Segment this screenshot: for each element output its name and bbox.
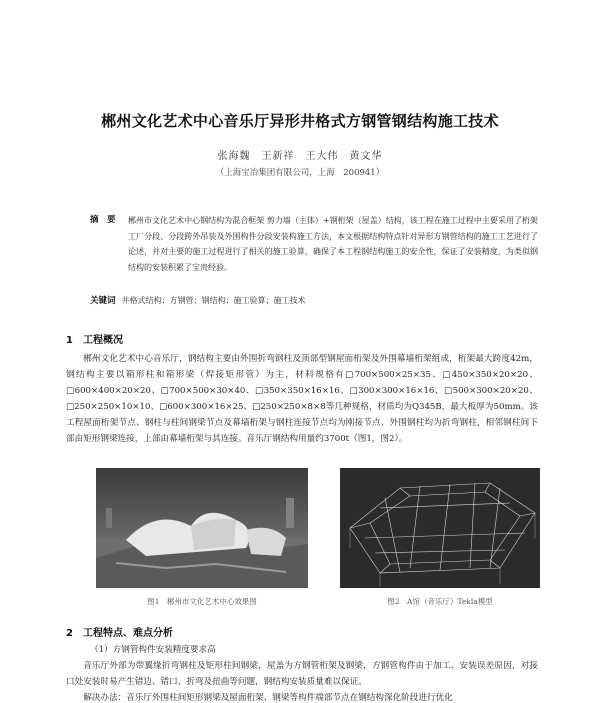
section-1-heading: 1 工程概况	[66, 335, 123, 346]
figure-2-caption: 图2 A馆（音乐厅）Tekla模型	[387, 597, 493, 606]
figure-1-image	[96, 468, 308, 588]
figure-2-image	[340, 468, 540, 588]
keywords-label: 关键词	[90, 296, 116, 306]
section-1-text: 郴州文化艺术中心音乐厅，钢结构主要由外围折弯钢柱及顶部型钢屋面桁架及外围幕墙桁架组成，桁架最大跨度42m，钢结构主要以箱形柱和箱形梁（焊接矩形管）为主，材料规格有□700×500×25×35、□450×350×20×20、□600×400×20×20、□700×500×30×40、□350×350×16×16、□300×300×16×16、□500×300×20×20、□250×250×10×10、□600×300×16×25、□250×250×8×8等几种规格，材质均为Q345B，最大板厚为50mm。该工程屋面桁架节点、钢柱与柱间钢梁节点及幕墙桁架与钢柱连接节点均为刚接节点、外围钢柱均为折弯钢柱，相邻钢柱间下部由矩形钢梁连接，上部由幕墙桁架与其连接。音乐厅钢结构用量约3700t（图1，图2）。	[66, 354, 538, 444]
section-2-heading: 2 工程特点、难点分析	[66, 628, 173, 639]
abstract-label: 摘 要	[90, 215, 116, 225]
figure-1-rendering	[96, 468, 308, 588]
abstract-text: 郴州市文化艺术中心钢结构为混合框架 剪力墙（主体）+钢桁架（屋盖）结构，该工程在施工过程中主要采用了桁架工厂分段、分段跨外吊装及外围构件分段安装构施工方法，本文根据结构特点针对异形方钢管结构的施工工艺进行了论述，并对主要的施工过程进行了相关的施工验算，确保了本工程钢结构施工的安全性，保证了安装精度，为类似钢结构的安装积累了宝贵经验。	[128, 216, 538, 272]
section-2-subheading: （1）方钢管构件安装精度要求高	[90, 645, 216, 655]
abstract-block	[90, 213, 538, 275]
affiliation: （上海宝冶集团有限公司，上海 200941）	[215, 168, 385, 178]
keywords-block	[90, 294, 538, 306]
figure-1-caption: 图1 郴州市文化艺术中心效果图	[147, 597, 257, 606]
section-2-paragraph-1: 音乐厅外部为带翼缘折弯钢柱及矩形柱间钢梁，屋盖为方钢管桁架及钢梁，方钢管构件由于加工、安装误差原因，对接口处安装时易产生错边、错口、折弯及扭曲等问题，钢结构安装质量难以保证。	[66, 661, 538, 687]
paper-title: 郴州文化艺术中心音乐厅异形井格式方钢管钢结构施工技术	[101, 112, 499, 130]
author-list: 张海魏 王新祥 王大伟 黄文华	[217, 151, 383, 162]
keywords-text: 井格式结构；方钢管；钢结构；施工验算；施工技术	[121, 296, 306, 305]
figure-2-tekla-model	[340, 468, 540, 588]
section-2-paragraph-2: 解决办法：音乐厅外围柱间矩形钢梁及屋面桁架、钢梁等构件端部节点在钢结构深化阶段进行优化	[83, 693, 453, 703]
